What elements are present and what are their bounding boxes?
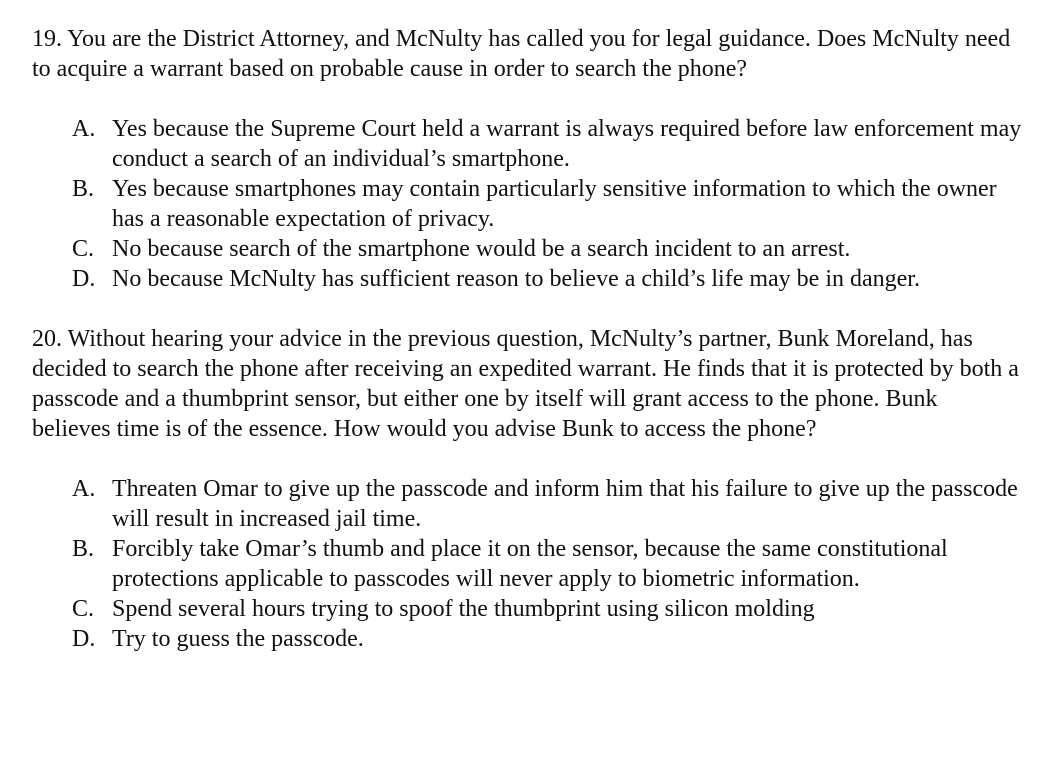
- question-19-option-d: [32, 264, 1022, 294]
- question-20-option-a: [32, 474, 1022, 534]
- option-text: Yes because the Supreme Court held a warrant is always required before law enforcement may conduct a search of an individual’s smartphone.: [112, 116, 1022, 172]
- question-20-option-d: [32, 624, 1022, 654]
- question-20-options: [32, 474, 1022, 654]
- document-page: [32, 24, 1022, 654]
- question-19-option-b: [32, 174, 1022, 234]
- question-20-option-c: [32, 594, 1022, 624]
- question-19-options: [32, 114, 1022, 294]
- option-text: Forcibly take Omar’s thumb and place it on the sensor, because the same constitutional protections applicable to passcodes will never apply to biometric information.: [112, 536, 948, 592]
- question-19-option-a: [32, 114, 1022, 174]
- option-text: No because McNulty has sufficient reason to believe a child’s life may be in danger.: [112, 266, 920, 292]
- question-20-stem: 20. Without hearing your advice in the previous question, McNulty’s partner, Bunk Moreland, has decided to search the phone after receiving an expedited warrant. He finds that it is protected by both a passcode and a thumbprint sensor, but either one by itself will grant access to the phone. Bunk believes time is of the essence. How would you advise Bunk to access the phone?: [32, 326, 1019, 442]
- option-letter: C.: [72, 596, 95, 622]
- option-letter: B.: [72, 176, 95, 202]
- option-letter: A.: [72, 476, 96, 502]
- question-19-option-c: [32, 234, 1022, 264]
- question-20-option-b: [32, 534, 1022, 594]
- option-letter: C.: [72, 236, 95, 262]
- option-text: Threaten Omar to give up the passcode and inform him that his failure to give up the passcode will result in increased jail time.: [112, 476, 1018, 532]
- option-text: Try to guess the passcode.: [112, 626, 364, 652]
- option-text: Spend several hours trying to spoof the thumbprint using silicon molding: [112, 596, 815, 622]
- question-19-stem: 19. You are the District Attorney, and McNulty has called you for legal guidance. Does McNulty need to acquire a warrant based on probable cause in order to search the phone?: [32, 26, 1011, 82]
- option-text: No because search of the smartphone would be a search incident to an arrest.: [112, 236, 851, 262]
- option-letter: D.: [72, 266, 96, 292]
- option-letter: A.: [72, 116, 96, 142]
- option-letter: B.: [72, 536, 95, 562]
- option-text: Yes because smartphones may contain particularly sensitive information to which the owner has a reasonable expectation of privacy.: [112, 176, 997, 232]
- option-letter: D.: [72, 626, 96, 652]
